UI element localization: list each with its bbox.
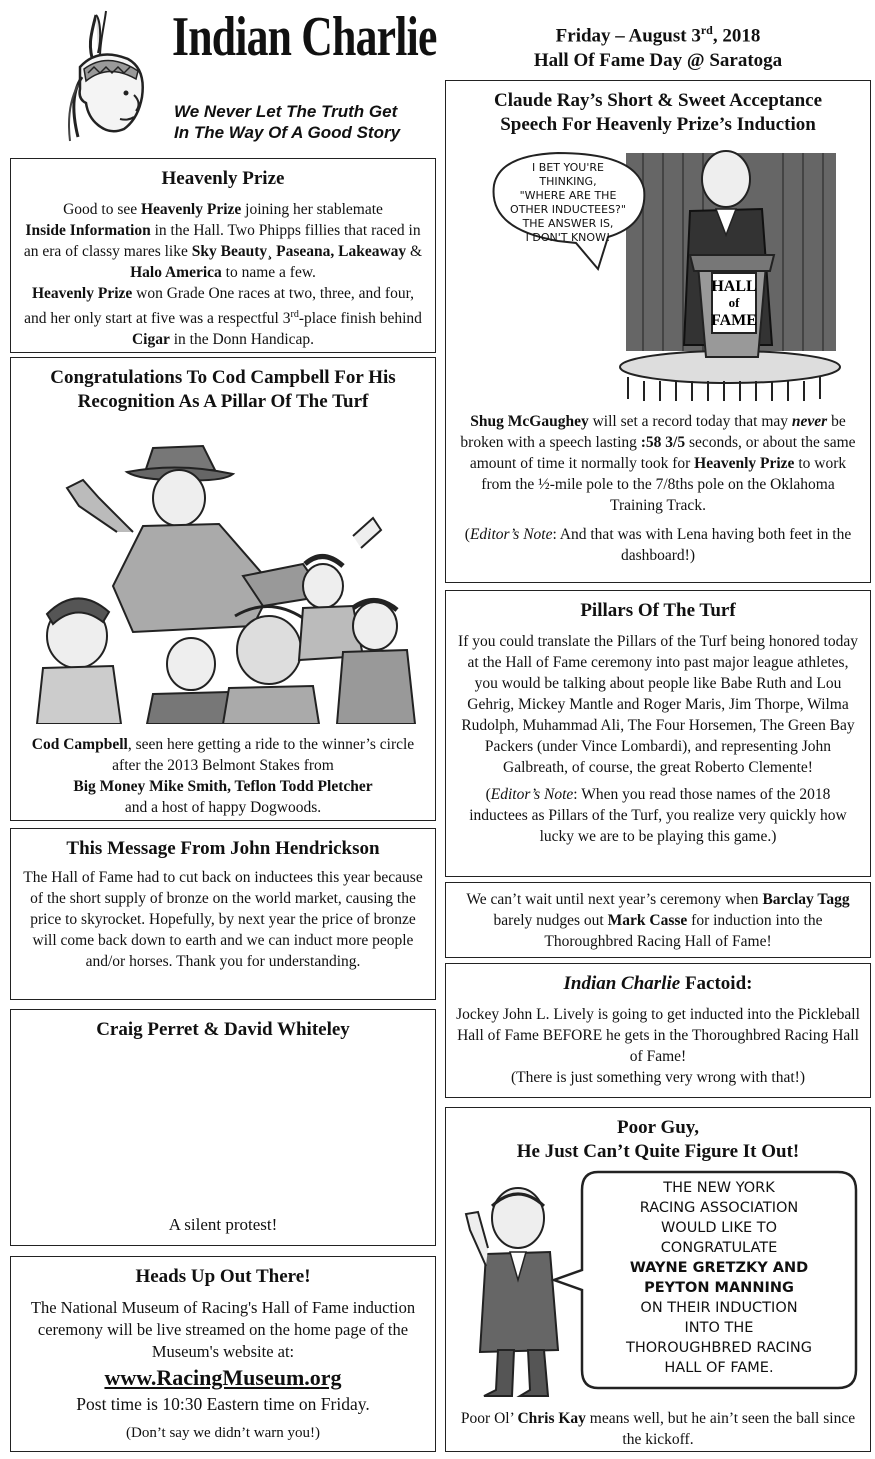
title-line-1: Congratulations To Cod Campbell For His	[50, 367, 396, 388]
masthead-tagline	[174, 101, 400, 143]
bubble-line-4: OTHER INDUCTEES?"	[510, 203, 626, 216]
bubble-line-2: RACING ASSOCIATION	[639, 1200, 799, 1216]
bubble-line-6: I DON'T KNOW!	[525, 231, 611, 244]
cod-campbell-cartoon	[23, 436, 423, 724]
article-caption: A silent protest!	[168, 1215, 278, 1234]
bubble-line-3: WOULD LIKE TO	[660, 1220, 778, 1236]
article-title: Indian Charlie Factoid:	[563, 973, 753, 994]
bubble-line-7: ON THEIR INDUCTION	[640, 1300, 798, 1316]
article-title: Heads Up Out There!	[135, 1266, 311, 1287]
bubble-line-1: THE NEW YORK	[663, 1180, 775, 1196]
date-text	[448, 18, 868, 48]
article-title: This Message From John Hendrickson	[66, 838, 380, 859]
title-line-2: Recognition As A Pillar Of The Turf	[77, 391, 369, 412]
date-suffix: , 2018	[712, 25, 761, 47]
tagline-line-1: We Never Let The Truth Get	[174, 102, 398, 121]
masthead	[10, 5, 440, 150]
article-body: The Hall of Fame had to cut back on inductees this year because of the short supply of bronze on the world market, causing the price to skyrocket. Hopefully, by next year the price of bronze will come back down to earth and we can induct more people and/or horses. Thank you for understanding.	[23, 869, 423, 970]
issue-date	[448, 18, 868, 73]
chris-kay-cartoon	[458, 1170, 858, 1406]
date-sup: rd	[700, 23, 713, 37]
editors-note: (Editor’s Note: When you read those names of the 2018 inductees as Pillars of the Turf, you realize very quickly how lucky we are to be playing this game.)	[469, 786, 847, 845]
cod-campbell-article	[10, 357, 436, 821]
hall-of-fame-podium-cartoon	[458, 145, 858, 407]
date-prefix: Friday – August 3	[555, 25, 701, 47]
bubble-line-8: INTO THE	[684, 1320, 754, 1336]
claude-ray-article	[445, 80, 871, 583]
factoid-article	[445, 963, 871, 1098]
post-time: Post time is 10:30 Eastern time on Friday.	[76, 1394, 370, 1414]
museum-link[interactable]: www.RacingMuseum.org	[104, 1365, 342, 1390]
article-body: Jockey John L. Lively is going to get inducted into the Pickleball Hall of Fame BEFORE he gets in the Thoroughbred Racing Hall of Fame!	[456, 1006, 860, 1065]
article-title: Craig Perret & David Whiteley	[96, 1019, 350, 1040]
bubble-line-6: PEYTON MANNING	[644, 1280, 794, 1296]
article-body: We can’t wait until next year’s ceremony when Barclay Tagg barely nudges out Mark Casse for induction into the Thoroughbred Racing Hall of Fame!	[466, 891, 850, 950]
title-line-2: He Just Can’t Quite Figure It Out!	[516, 1141, 800, 1162]
article-caption: Cod Campbell, seen here getting a ride to the winner’s circle after the 2013 Belmont Stakes from Big Money Mike Smith, Teflon Todd Pletcher and a host of happy Dogwoods.	[31, 736, 415, 816]
bubble-line-5: WAYNE GRETZKY AND	[629, 1260, 809, 1276]
masthead-title: Indian Charlie	[172, 6, 437, 68]
article-aside: (There is just something very wrong with that!)	[510, 1069, 805, 1086]
indian-head-logo	[38, 7, 178, 147]
article-title	[456, 89, 860, 137]
podium-line-3: FAME	[711, 312, 757, 329]
article-body: Good to see Heavenly Prize joining her stablemate Inside Information in the Hall. Two Phipps fillies that raced in an era of classy mares like Sky Beauty¸ Paseana, Lakeaway & Halo America to name a few. Heavenly Prize won Grade One races at two, three, and four, and her only start at five was a respectful 3rd-place finish behind Cigar in the Donn Handicap.	[23, 201, 423, 349]
article-title: Heavenly Prize	[161, 168, 285, 189]
bubble-line-1: I BET YOU'RE	[532, 161, 604, 174]
article-title	[456, 1116, 860, 1164]
bubble-line-10: HALL OF FAME.	[664, 1360, 774, 1376]
tagline-line-2: In The Way Of A Good Story	[174, 123, 401, 142]
bubble-line-2: THINKING,	[539, 175, 597, 188]
article-caption: Poor Ol’ Chris Kay means well, but he ain’t seen the ball since the kickoff.	[460, 1410, 856, 1448]
perret-whiteley-article	[10, 1009, 436, 1246]
title-line-2: Speech For Heavenly Prize’s Induction	[500, 114, 816, 135]
issue-subtitle: Hall Of Fame Day @ Saratoga	[533, 50, 783, 72]
museum-url	[21, 1367, 425, 1391]
poor-guy-article	[445, 1107, 871, 1452]
heavenly-prize-article	[10, 158, 436, 353]
article-title	[21, 366, 425, 414]
bubble-line-9: THOROUGHBRED RACING	[625, 1340, 813, 1356]
editors-note: (Editor’s Note: And that was with Lena having both feet in the dashboard!)	[464, 526, 852, 564]
warning-note: (Don’t say we didn’t warn you!)	[126, 1425, 320, 1441]
title-line-1: Claude Ray’s Short & Sweet Acceptance	[493, 90, 823, 111]
article-body: Shug McGaughey will set a record today that may never be broken with a speech lasting :58 3/5 seconds, or about the same amount of time it normally took for Heavenly Prize to work from the ½-mile pole to the 7/8ths pole on the Oklahoma Training Track.	[460, 413, 856, 514]
bubble-line-5: THE ANSWER IS,	[522, 217, 614, 230]
heads-up-article	[10, 1256, 436, 1452]
podium-line-2: of	[728, 295, 740, 310]
bubble-line-3: "WHERE ARE THE	[519, 189, 617, 202]
title-line-1: Poor Guy,	[617, 1117, 699, 1138]
next-year-article	[445, 882, 871, 958]
pillars-article	[445, 590, 871, 877]
article-body: The National Museum of Racing's Hall of Fame induction ceremony will be live streamed on the home page of the Museum's website at:	[30, 1298, 416, 1361]
article-body: If you could translate the Pillars of the Turf being honored today at the Hall of Fame ceremony into past major league athletes, you would be talking about people like Babe Ruth and Lou Gehrig, Mickey Mantle and Roger Maris, Jim Thorpe, Wilma Rudolph, Muhammad Ali, The Four Horsemen, The Green Bay Packers (under Vince Lombardi), and representing John Galbreath, of course, the great Roberto Clemente!	[458, 633, 858, 776]
podium-line-1: HALL	[711, 278, 757, 295]
bubble-line-4: CONGRATULATE	[660, 1240, 778, 1256]
hendrickson-article	[10, 828, 436, 1000]
article-title: Pillars Of The Turf	[580, 600, 736, 621]
